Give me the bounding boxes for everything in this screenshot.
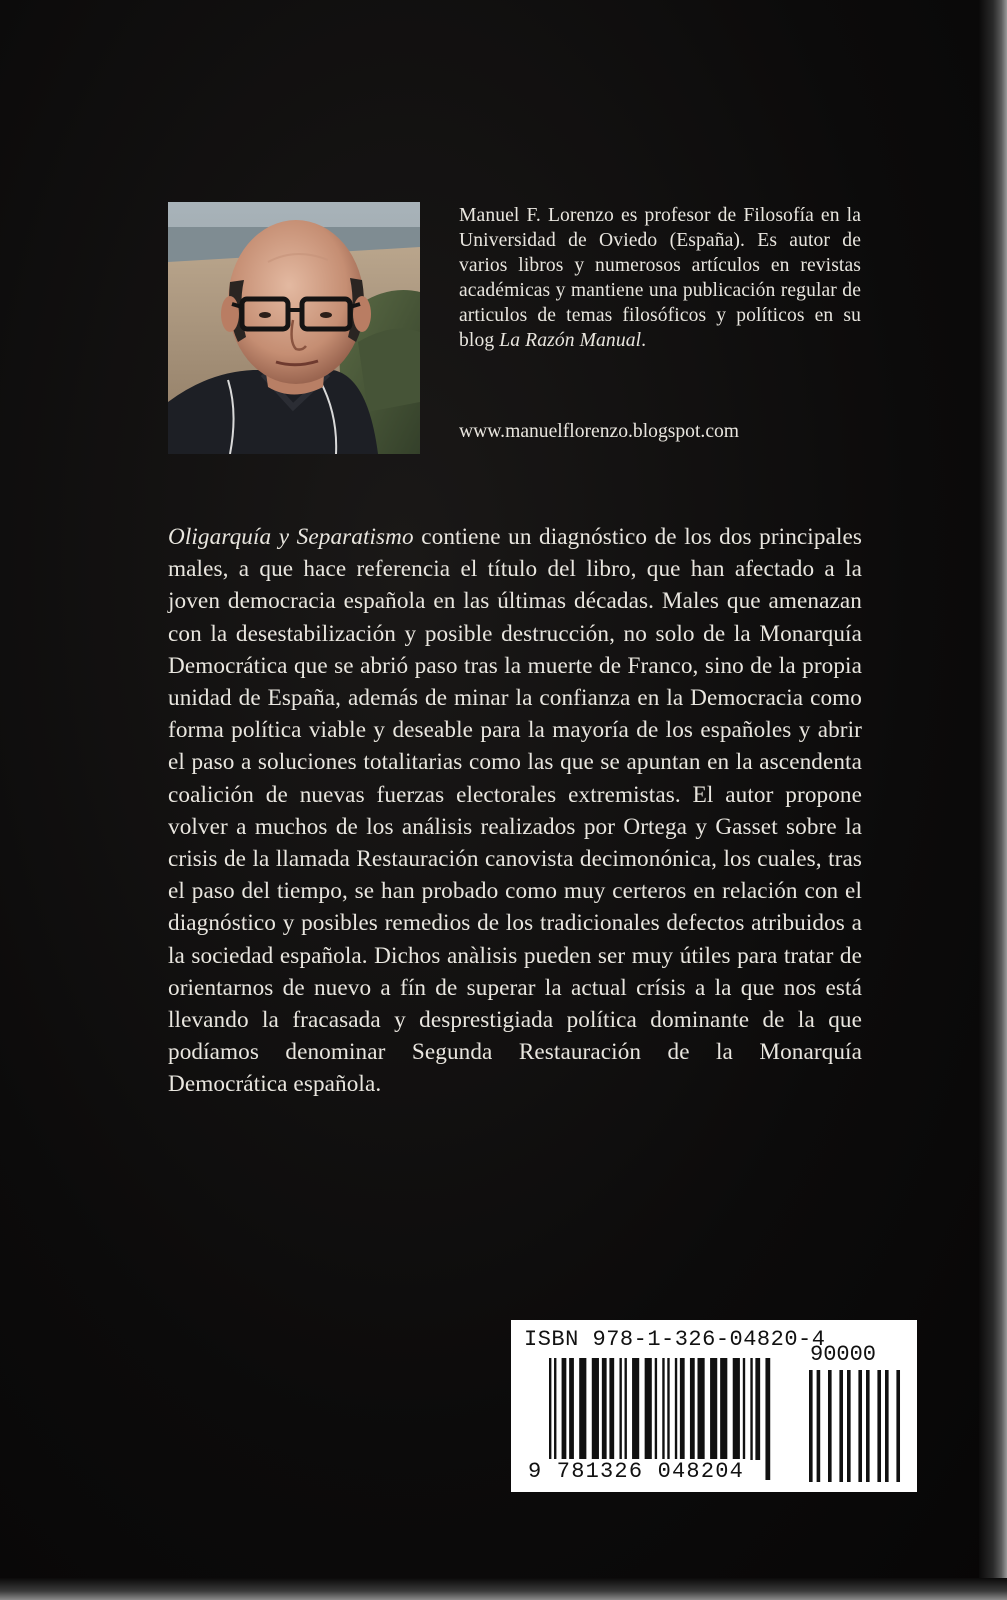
barcode-bar [885,1370,889,1482]
addon-bars [809,1370,900,1482]
barcode-bar [743,1358,745,1460]
barcode-bar [609,1358,614,1460]
isbn-barcode-box [511,1320,917,1492]
page-edge-right [979,0,1007,1600]
barcode-bar [896,1370,900,1482]
ean-digits: 9 781326 048204 [528,1459,745,1484]
barcode-bar [765,1358,770,1480]
barcode-bar [602,1358,607,1460]
bio-text-end: . [641,330,647,351]
barcode-bar [847,1370,851,1482]
barcode-bar [632,1358,639,1460]
author-portrait-illustration [168,202,420,454]
barcode-bar [733,1358,740,1460]
barcode-bar [877,1370,881,1482]
bio-text-main: Manuel F. Lorenzo es profesor de Filosofía en la Universidad de Oviedo (España). Es autor de varios libros y numerosos artículos en revistas académicas y mantiene una publicación regular de articulos de temas filosóficos y políticos en su blog [459,205,861,351]
barcode-bar [690,1358,695,1460]
book-title: Oligarquía y Separatismo [168,524,414,550]
barcode-bar [710,1358,717,1460]
barcode-bar [866,1370,870,1482]
barcode-bar [817,1370,821,1482]
barcode-bar [750,1358,752,1460]
barcode-bar [655,1358,657,1460]
barcode-bar [667,1358,669,1460]
barcode-bar [579,1358,586,1460]
barcode-bar [858,1370,862,1482]
book-description [168,521,862,1101]
barcode-bar [645,1358,652,1460]
author-photo [168,202,420,454]
author-bio [459,203,861,353]
barcode-bar [697,1358,704,1460]
barcode-bar [554,1358,556,1460]
barcode-bar [625,1358,627,1460]
barcode-bar [619,1358,621,1460]
barcode-bar [569,1358,574,1460]
barcode-bar [809,1370,813,1482]
price-code: 90000 [810,1342,877,1367]
description-paragraph [168,521,862,1101]
description-text: contiene un diagnóstico de los dos principales males, a que hace referencia el título del libro, que han afectado a la joven democracia española en las últimas décadas. Males que amenazan con la desestabilización y posible destrucción, no solo de la Monarquía Democrática que se abrió paso tras la muerte de Franco, sino de la propia unidad de España, además de minar la confianza en la Democracia como forma política viable y deseable para la mayoría de los españoles y abrir el paso a soluciones totalitarias como las que se apuntan en la ascendenta coalición de nuevas fuerzas electorales extremistas. El autor propone volver a muchos de los análisis realizados por Ortega y Gasset sobre la crisis de la llamada Restauración canovista decimonónica, los cuales, tras el paso del tiempo, se han probado como muy certeros en relación con el diagnóstico y posibles remedios de los tradicionales defectos atribuidos a la sociedad española. Dichos anàlisis pueden ser muy útiles para tratar de orientarnos de nuevo a fín de superar la actual crísis a la que nos está llevando la fracasada y desprestigiada política dominante de la que podíamos denominar Segunda Restauración de la Monarquía Democrática española. [168,524,862,1098]
page-edge-bottom [0,1578,1007,1600]
barcode-bar [828,1370,832,1482]
author-bio-text [459,203,861,353]
barcode-bar [675,1358,677,1460]
isbn-label: ISBN 978-1-326-04820-4 [524,1327,826,1352]
author-website[interactable]: www.manuelflorenzo.blogspot.com [459,421,740,442]
blog-name: La Razón Manual [499,330,642,351]
barcode-bar [680,1358,685,1460]
barcode-bar [720,1358,727,1460]
barcode-bar [755,1358,760,1460]
barcode-bar [592,1358,599,1460]
barcode-bar [839,1370,843,1482]
barcode-bar [562,1358,567,1460]
